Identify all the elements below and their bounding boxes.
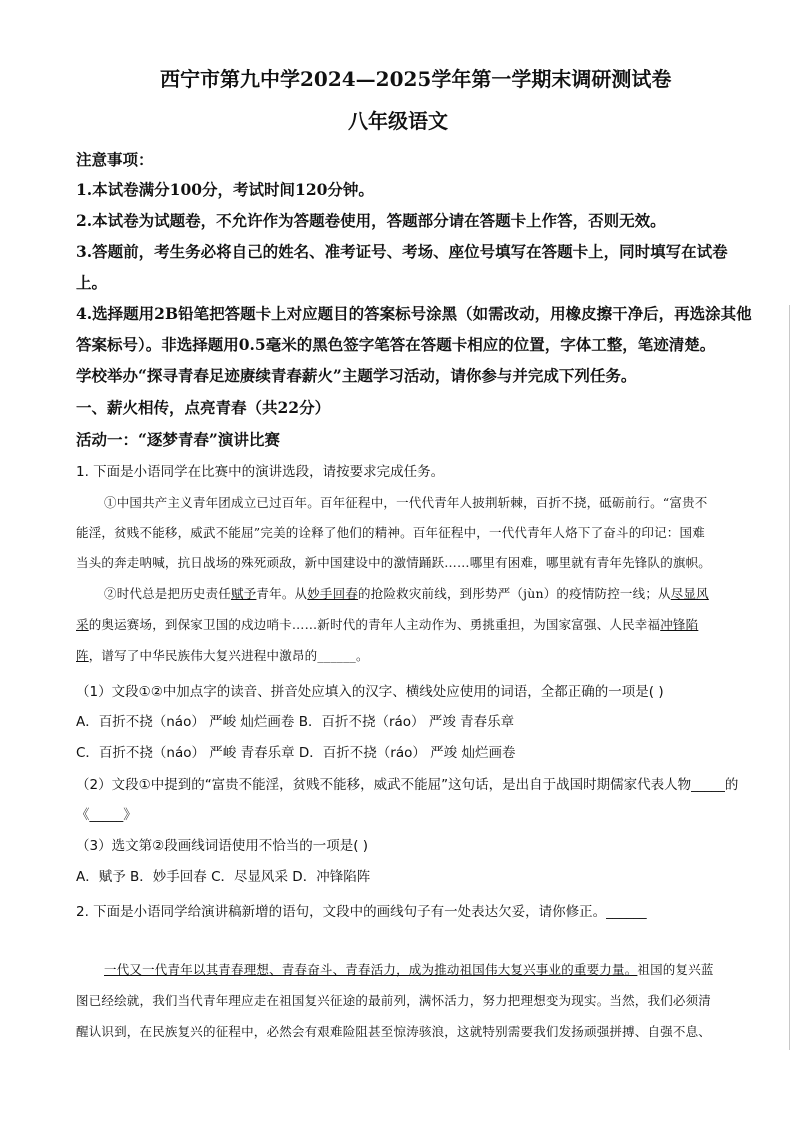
passage-line: 当头的奔走呐喊，抗日战场的殊死顽敌，新中国建设中的激情踊跃……哪里有困难，哪里就有青年先锋队的旗帜。	[76, 555, 712, 570]
notice-item: 答案标号）。非选择题用0.5毫米的黑色签字笔答在答题卡相应的位置，字体工整，笔迹清楚。	[76, 335, 716, 354]
passage-line: ①中国共产主义青年团成立已过百年。百年征程中，一代代青年人披荆斩棘，百折不挠，砥砺前行。“富贵不	[104, 495, 708, 510]
subquestion-3: （3）选文第②段画线词语使用不恰当的一项是( )	[76, 838, 369, 854]
passage-paragraph-2-line-1: ②时代总是把历史责任赋予青年。从妙手回春的抢险救灾前线，到彤势严（jùn）的疫情防控一线；从尽显风	[104, 586, 709, 601]
notice-item: 3.答题前，考生务必将自己的姓名、准考证号、考场、座位号填写在答题卡上，同时填写在试卷	[76, 242, 728, 261]
passage-paragraph-2-line-3: 阵，谱写了中华民族伟大复兴进程中激昂的______。	[76, 648, 369, 663]
notice-item: 1.本试卷满分100分，考试时间120分钟。	[76, 180, 374, 199]
underlined-word: 赋予	[231, 586, 257, 601]
q2-passage-line-1: 一代又一代青年以其青春理想、青春奋斗、青春活力，成为推动祖国伟大复兴事业的重要力量。祖国的复兴蓝	[104, 962, 714, 977]
notice-item: 2.本试卷为试题卷，不允许作为答题卷使用，答题部分请在答题卡上作答，否则无效。	[76, 211, 666, 230]
notice-heading: 注意事项：	[76, 150, 154, 169]
underlined-word: 冲锋陷	[660, 617, 699, 632]
notice-item: 4.选择题用2B铅笔把答题卡上对应题目的答案标号涂黑（如需改动，用橡皮擦干净后，再选涂其他	[76, 304, 752, 323]
subquestion-1-option: A．百折不挠（náo） 严峻 灿烂画卷 B．百折不挠（ráo） 严竣 青春乐章	[76, 714, 515, 730]
exam-subtitle: 八年级语文	[348, 109, 448, 133]
underlined-word: 妙手回春	[307, 586, 359, 601]
intro-text: 学校举办“探寻青春足迹赓续青春薪火”主题学习活动，请你参与并完成下列任务。	[76, 366, 637, 385]
subquestion-2: （2）文段①中提到的“富贵不能淫，贫贱不能移，威武不能屈”这句话，是出自于战国时期儒家代表人物_____的	[76, 777, 739, 793]
subquestion-1-option: C．百折不挠（náo） 严峻 青春乐章 D．百折不挠（ráo） 严竣 灿烂画卷	[76, 745, 516, 761]
underlined-sentence: 一代又一代青年以其青春理想、青春奋斗、青春活力，成为推动祖国伟大复兴事业的重要力量。	[104, 962, 638, 977]
answer-blank[interactable]: ______	[317, 648, 357, 663]
underlined-word: 尽显风	[670, 586, 709, 601]
underlined-word: 阵	[76, 648, 89, 663]
subquestion-1: （1）文段①②中加点字的读音、拼音处应填入的汉字、横线处应使用的词语，全都正确的一项是( )	[76, 684, 664, 700]
activity-heading: 活动一：“逐梦青春”演讲比赛	[76, 430, 280, 449]
page-margin-line	[789, 305, 790, 1050]
exam-title: 西宁市第九中学2024—2025学年第一学期末调研测试卷	[160, 67, 672, 91]
q2-passage-line-2: 图已经绘就，我们当代青年理应走在祖国复兴征途的最前列，满怀活力，努力把理想变为现实。当然，我们必须清	[76, 993, 712, 1008]
notice-item: 上。	[76, 273, 108, 292]
question-1-prompt: 1. 下面是小语同学在比赛中的演讲选段，请按要求完成任务。	[76, 464, 445, 480]
underlined-word: 采	[76, 617, 89, 632]
section-heading: 一、薪火相传，点亮青春（共22分）	[76, 398, 331, 417]
subquestion-2-cont: 《_____》	[76, 807, 137, 823]
passage-paragraph-2-line-2: 采的奥运赛场，到保家卫国的戍边哨卡……新时代的青年人主动作为、勇挑重担，为国家富强、人民幸福冲锋陷	[76, 617, 699, 632]
subquestion-3-options: A．赋予 B．妙手回春 C．尽显风采 D．冲锋陷阵	[76, 869, 371, 885]
passage-line: 能淫，贫贱不能移，威武不能屈”完美的诠释了他们的精神。百年征程中，一代代青年人烙下了奋斗的印记：国难	[76, 525, 705, 540]
question-2-prompt: 2. 下面是小语同学给演讲稿新增的语句，文段中的画线句子有一处表达欠妥，请你修正。______	[76, 904, 647, 920]
q2-passage-line-3: 醒认识到，在民族复兴的征程中，必然会有艰难险阻甚至惊涛骇浪，这就特别需要我们发扬顽强拼搏、自强不息、	[76, 1024, 712, 1039]
